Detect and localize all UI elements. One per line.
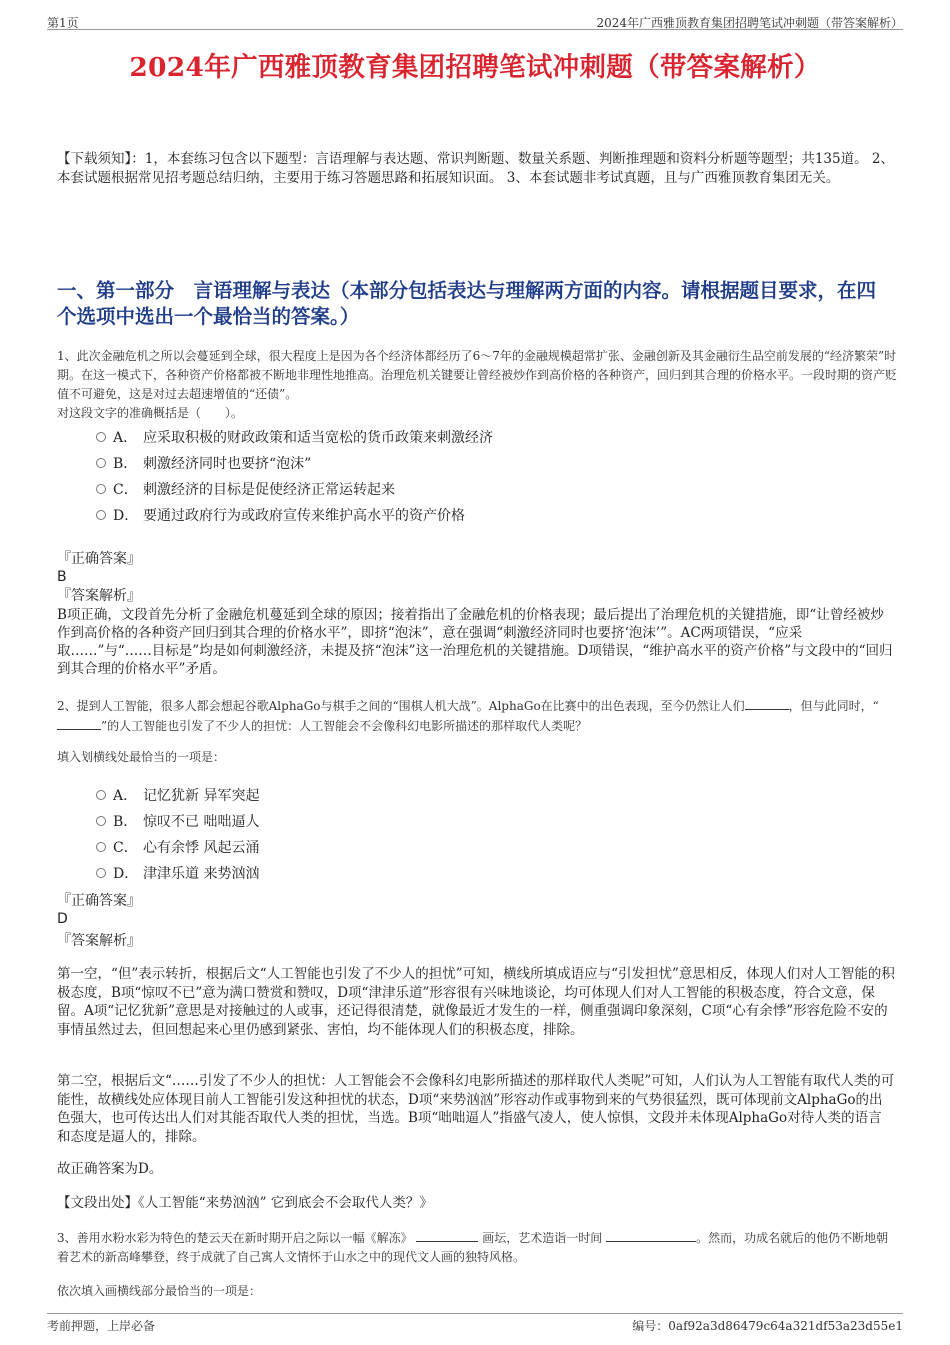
option-text: 津津乐道 来势汹汹 [143,866,260,882]
option-text: 刺激经济同时也要挤“泡沫” [143,456,312,472]
option-letter: B． [113,814,138,830]
question-2-analysis-para-2: 第二空，根据后文“……引发了不少人的担忧：人工智能会不会像科幻电影所描述的那样取代人类呢”可知，人们认为人工智能有取代人类的可能性，故横线处应体现目前人工智能引发这种担忧的状态，D项“来势汹汹”形容动作或事物到来的气势很猛烈，既可体现前文AlphaGo的出色强大，也可传达出人们对其能否取代人类的担忧，当选。B项“咄咄逼人”指盛气凌人，使人惊惧，文段并未体现AlphaGo对待人类的语言和态度是逼人的，排除。 [57,1073,895,1145]
page-title: 2024年广西雅顶教育集团招聘笔试冲刺题（带答案解析） [129,52,821,83]
question-1-prompt: 对这段文字的准确概括是（ ）。 [57,406,244,420]
question-2-analysis-label: 『答案解析』 [57,933,141,949]
page-header [47,8,903,30]
question-2-text: 2、提到人工智能，很多人都会想起谷歌AlphaGo与棋手之间的“围棋人机大战”。AlphaGo在比赛中的出色表现，至今仍然让人们 ，但与此同时，“”的人工智能也引发了不少人的担忧：人工智能会不会像科幻电影所描述的那样取代人类呢？ [57,696,897,736]
option-letter: B． [113,456,138,472]
question-2-answer: D [57,911,68,927]
radio-icon[interactable] [96,790,106,800]
radio-icon[interactable] [96,432,106,442]
radio-icon[interactable] [96,842,106,852]
question-1-text: 1、此次金融危机之所以会蔓延到全球，很大程度上是因为各个经济体都经历了6～7年的金融规模超常扩张、金融创新及其金融衍生品空前发展的“经济繁荣”时期。在这一模式下，各种资产价格都被不断地非理性地推高。治理危机关键要让曾经被炒作到高价格的各种资产，回归到其合理的价格水平。一段时期的资产贬值不可避免，这是对过去超速增值的“还债”。 [57,349,898,401]
section-heading: 一、第一部分 言语理解与表达（本部分包括表达与理解两方面的内容。请根据题目要求，在四个选项中选出一个最恰当的答案。） [57,279,877,328]
radio-icon[interactable] [96,510,106,520]
question-3-prompt: 依次填入画横线部分最恰当的一项是： [57,1284,262,1298]
question-1-analysis-label: 『答案解析』 [57,588,141,604]
question-2-analysis-para-1: 第一空，“但”表示转折，根据后文“人工智能也引发了不少人的担忧”可知，横线所填成语应与“引发担忧”意思相反，体现人们对人工智能的积极态度，B项“惊叹不已”意为满口赞赏和赞叹，D项“津津乐道”形容很有兴味地谈论，均可体现人们对人工智能的积极态度，符合文意，保留。A项“记忆犹新”意思是对接触过的人或事，还记得很清楚，就像最近才发生的一样，侧重强调印象深刻，C项“心有余悸”形容危险不安的事情虽然过去，但回想起来心里仍感到紧张、害怕，均不能体现人们的积极态度，排除。 [57,966,895,1038]
option-text: 刺激经济的目标是促使经济正常运转起来 [143,482,395,498]
question-1-answer-label: 『正确答案』 [57,551,141,567]
question-1-option-b[interactable] [96,454,311,474]
blank-2 [606,1228,696,1242]
question-2-conclusion: 故正确答案为D。 [57,1161,163,1177]
option-text: 应采取积极的财政政策和适当宽松的货币政策来刺激经济 [143,430,493,446]
question-2-option-b[interactable] [96,812,259,832]
page-number: 第1页 [47,16,79,30]
question-2-prompt: 填入划横线处最恰当的一项是： [57,750,226,764]
question-2-option-c[interactable] [96,838,259,858]
question-2-answer-label: 『正确答案』 [57,893,141,909]
header-doc-title: 2024年广西雅顶教育集团招聘笔试冲刺题（带答案解析） [596,16,903,30]
option-letter: A． [113,788,138,804]
question-1-answer: B [57,569,67,585]
question-1-option-a[interactable] [96,428,493,448]
download-notice: 【下载须知】：1，本套练习包含以下题型：言语理解与表达题、常识判断题、数量关系题、判断推理题和资料分析题等题型；共135道。 2、本套试题根据常见招考题总结归纳，主要用于练习答题思路和拓展知识面。 3、本套试题非考试真题，且与广西雅顶教育集团无关。 [57,151,894,186]
option-letter: D． [113,866,139,882]
option-letter: D． [113,508,139,524]
question-1-analysis: B项正确，文段首先分析了金融危机蔓延到全球的原因；接着指出了金融危机的价格表现；最后提出了治理危机的关键措施，即“让曾经被炒作到高价格的各种资产回归到其合理的价格水平”，即挤“泡沫”，意在强调“刺激经济同时也要挤‘泡沫’”。AC两项错误，“应采取……”与“……目标是”均是如何刺激经济，未提及挤“泡沫”这一治理危机的关键措施。D项错误，“维护高水平的资产价格”与文段中的“回归到其合理的价格水平”矛盾。 [57,607,893,677]
blank-1 [745,696,789,710]
question-2-option-d[interactable] [96,864,259,884]
option-letter: C． [113,840,138,856]
radio-icon[interactable] [96,484,106,494]
question-1-option-d[interactable] [96,506,465,526]
question-3-text: 3、善用水粉水彩为特色的楚云天在新时期开启之际以一幅《解冻》 画坛，艺术造诣一时间 。然而，功成名就后的他仍不断地朝着艺术的新高峰攀登，终于成就了自己寓人文情怀于山水之中的现代文人画的独特风格。 [57,1228,897,1267]
blank-1 [416,1228,478,1242]
document-code: 编号：0af92a3d86479c64a321df53a23d55e1 [632,1319,903,1333]
page-footer [47,1313,903,1333]
option-letter: C． [113,482,138,498]
question-2-option-a[interactable] [96,786,259,806]
radio-icon[interactable] [96,458,106,468]
question-1-option-c[interactable] [96,480,395,500]
option-text: 惊叹不已 咄咄逼人 [143,814,260,830]
footer-slogan: 考前押题，上岸必备 [47,1319,156,1333]
option-text: 记忆犹新 异军突起 [143,788,260,804]
question-2-source: 【文段出处】《人工智能“来势汹汹” 它到底会不会取代人类？》 [57,1195,433,1211]
radio-icon[interactable] [96,868,106,878]
option-text: 心有余悸 风起云涌 [143,840,260,856]
blank-2 [57,716,101,730]
option-text: 要通过政府行为或政府宣传来维护高水平的资产价格 [143,508,465,524]
option-letter: A． [113,430,138,446]
radio-icon[interactable] [96,816,106,826]
